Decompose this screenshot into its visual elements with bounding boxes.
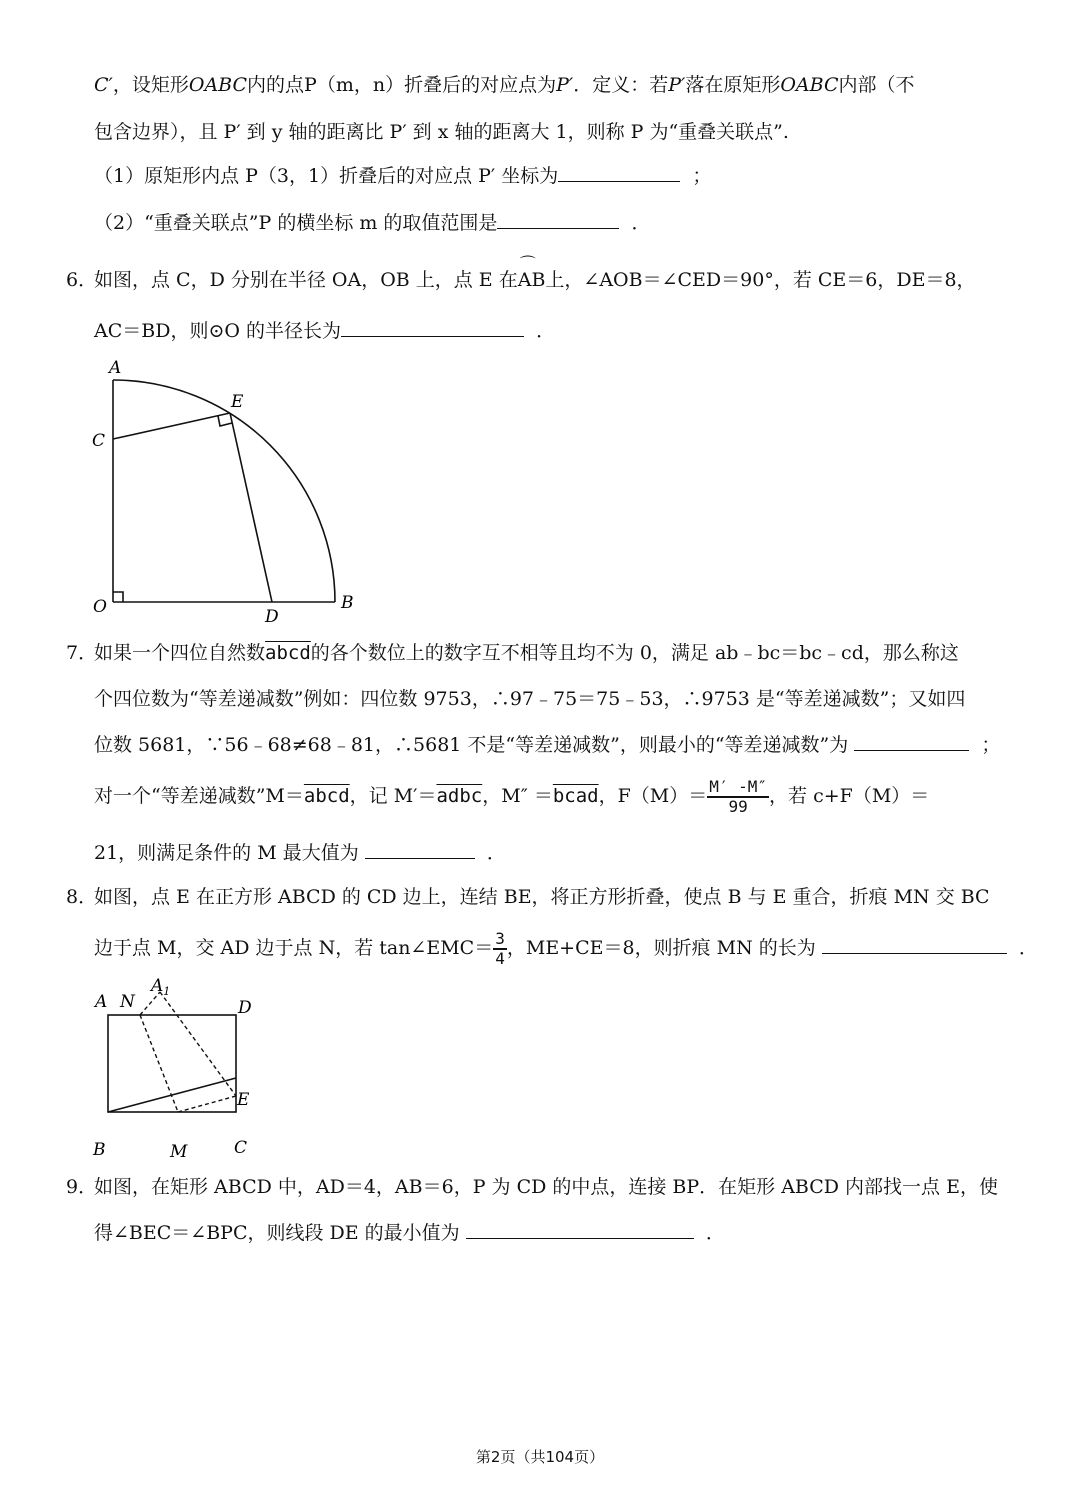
answer-blank-q8[interactable] [822, 935, 1007, 954]
label-d: D [265, 607, 279, 627]
question-number-7: 7． [66, 642, 98, 664]
dashed-me [178, 1096, 236, 1112]
q8-figure [88, 975, 268, 1165]
label-n: N [120, 992, 135, 1012]
overline-bcad: bcad [552, 785, 599, 807]
q8-line-2: 边于点 M，交 AD 边于点 N，若 tan∠EMC＝ $\frac{3}{4}$ ，ME+CE＝8，则折痕 MN 的长为 ． [94, 929, 1038, 968]
label-b: B [341, 593, 354, 613]
label-c-q8: C [234, 1138, 248, 1158]
label-m: M [170, 1142, 188, 1162]
q9-line-2: 得∠BEC＝∠BPC，则线段 DE 的最小值为 ． [94, 1222, 725, 1244]
q7-line-3: 位数 5681，∵56﹣68≠68﹣81，∴5681 不是“等差递减数”，则最小的“等差递减数”为 ； [94, 734, 1001, 756]
q6-figure [85, 350, 375, 630]
intro-line-1: C′，设矩形OABC内的点P（m，n）折叠后的对应点为P′．定义：若P′落在原矩形OABC内部（不 [94, 74, 915, 96]
answer-blank-q7a[interactable] [854, 732, 969, 751]
label-b-q8: B [93, 1140, 106, 1160]
overline-adbc: adbc [436, 785, 483, 807]
fraction-f-m: $\frac{M' -M''}{99}$ [709, 777, 768, 816]
question-number-6: 6． [66, 269, 98, 291]
fraction-tan: $\frac{3}{4}$ [495, 929, 505, 968]
label-a: A [109, 358, 122, 378]
right-angle-e [218, 416, 232, 426]
right-angle-o [113, 592, 123, 602]
q7-line-5: 21，则满足条件的 M 最大值为 ． [94, 842, 506, 864]
intro-sub-question-1: （1）原矩形内点 P（3，1）折叠后的对应点 P′ 坐标为 ； [94, 165, 712, 187]
label-e: E [231, 392, 244, 412]
label-o: O [93, 597, 107, 617]
q7-line-2: 个四位数为“等差递减数”例如：四位数 9753，∴97﹣75＝75﹣53，∴9753 是“等差递减数”；又如四 [94, 688, 966, 710]
answer-blank-q9[interactable] [466, 1220, 694, 1239]
q7-line-1: 如果一个四位自然数abcd的各个数位上的数字互不相等且均不为 0，满足 ab﹣bc＝bc﹣cd，那么称这 [94, 642, 959, 664]
answer-blank-q6[interactable] [341, 318, 524, 337]
answer-blank-q7b[interactable] [365, 840, 475, 859]
arc-ab: ⌒ AB [518, 265, 546, 295]
answer-blank-2[interactable] [497, 210, 619, 229]
q6-line-2: AC＝BD，则⊙O 的半径长为 ． [94, 320, 556, 342]
crease-mn [140, 1015, 178, 1112]
segment-ce [113, 413, 230, 439]
question-number-8: 8． [66, 886, 98, 908]
label-e-q8: E [237, 1090, 250, 1110]
q9-line-1: 如图，在矩形 ABCD 中，AD＝4，AB＝6，P 为 CD 的中点，连接 BP．在矩形 ABCD 内部找一点 E，使 [94, 1176, 998, 1198]
overline-abcd: abcd [265, 642, 311, 664]
q7-line-4: 对一个“等差递减数”M＝abcd，记 M′＝adbc，M″ ＝bcad，F（M）＝ $\frac{M' -M''}{99}$ ，若 c+F（M）＝ [94, 777, 930, 816]
arc-ab-curve [113, 380, 335, 602]
overline-abcd-2: abcd [303, 785, 350, 807]
label-a-q8: A [95, 992, 108, 1012]
label-c: C [92, 431, 106, 451]
label-d-q8: D [238, 998, 252, 1018]
label-a1: $A_1$ [151, 976, 171, 998]
q8-line-1: 如图，点 E 在正方形 ABCD 的 CD 边上，连结 BE，将正方形折叠，使点 B 与 E 重合，折痕 MN 交 BC [94, 886, 990, 908]
q6-line-1: 如图，点 C，D 分别在半径 OA，OB 上，点 E 在⌒ AB上，∠AOB＝∠CED＝90°，若 CE＝6，DE＝8， [94, 265, 976, 295]
intro-sub-question-2: （2）“重叠关联点”P 的横坐标 m 的取值范围是 ． [94, 212, 651, 234]
answer-blank-1[interactable] [558, 163, 680, 182]
page-footer: 第2页（共104页） [475, 1448, 605, 1466]
square-abcd [108, 1015, 236, 1112]
question-number-9: 9． [66, 1176, 98, 1198]
intro-line-2: 包含边界），且 P′ 到 y 轴的距离比 P′ 到 x 轴的距离大 1，则称 P 为“重叠关联点”. [94, 121, 789, 143]
